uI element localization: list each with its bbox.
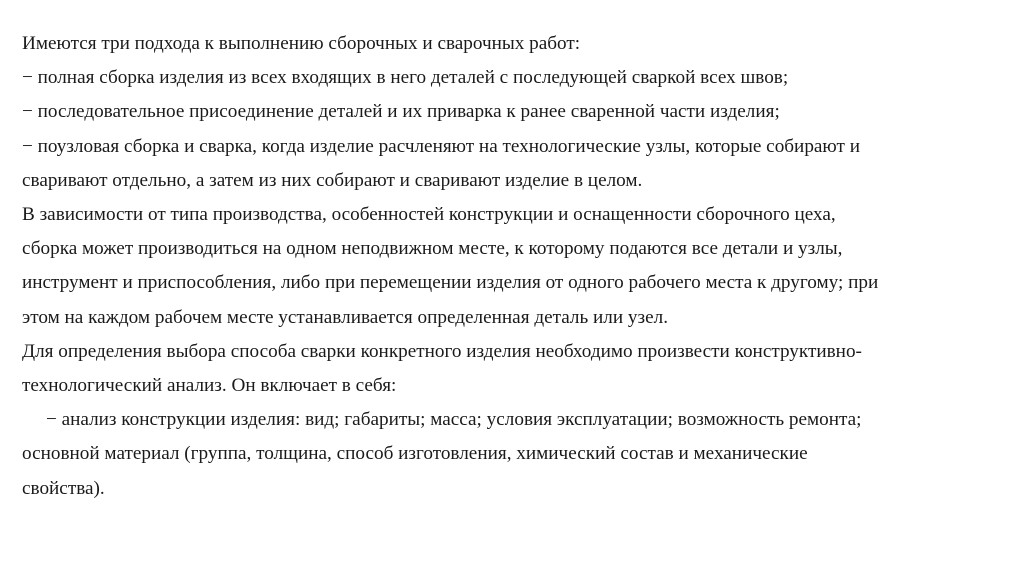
analysis-item-line-3: свойства). xyxy=(22,477,105,499)
document-body xyxy=(22,27,1012,506)
analysis-paragraph-line-1: Для определения выбора способа сварки конкретного изделия необходимо произвести конструктивно- xyxy=(22,340,862,362)
analysis-item-line-1: − анализ конструкции изделия: вид; габариты; масса; условия эксплуатации; возможность ремонта; xyxy=(46,409,862,431)
approach-full-assembly: − полная сборка изделия из всех входящих в него деталей с последующей сваркой всех швов; xyxy=(22,67,789,89)
analysis-paragraph-line-2: технологический анализ. Он включает в себя: xyxy=(22,375,397,397)
analysis-item-line-2: основной материал (группа, толщина, способ изготовления, химический состав и механические xyxy=(22,443,808,465)
assembly-paragraph-line-1: В зависимости от типа производства, особенностей конструкции и оснащенности сборочного цеха, xyxy=(22,204,836,226)
approach-sequential: − последовательное присоединение деталей и их приварка к ранее сваренной части изделия; xyxy=(22,101,780,123)
assembly-paragraph-line-4: этом на каждом рабочем месте устанавливается определенная деталь или узел. xyxy=(22,306,668,328)
approach-nodal-line-2: сваривают отдельно, а затем из них собирают и сваривают изделие в целом. xyxy=(22,169,643,191)
assembly-paragraph-line-3: инструмент и приспособления, либо при перемещении изделия от одного рабочего места к другому; при xyxy=(22,272,879,294)
intro-line: Имеются три подхода к выполнению сборочных и сварочных работ: xyxy=(22,33,581,54)
approach-nodal-line-1: − поузловая сборка и сварка, когда изделие расчленяют на технологические узлы, которые собирают и xyxy=(22,135,860,157)
assembly-paragraph-line-2: сборка может производиться на одном неподвижном месте, к которому подаются все детали и узлы, xyxy=(22,238,843,260)
